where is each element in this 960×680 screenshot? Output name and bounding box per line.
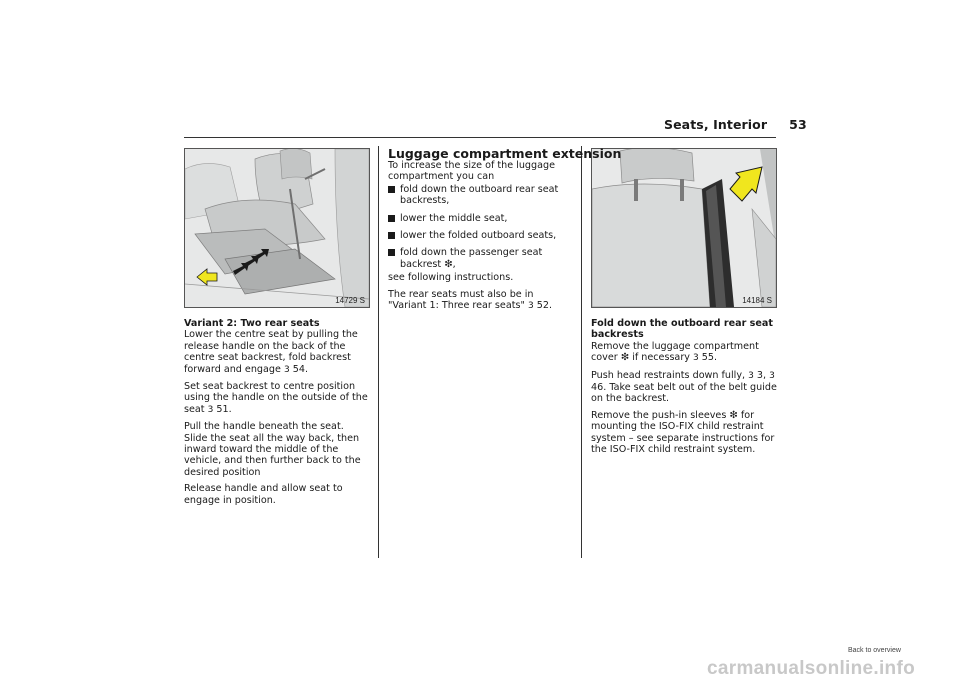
paragraph [591, 370, 777, 405]
right-column-text [591, 318, 777, 460]
page-reference-icon: 3 [693, 353, 699, 364]
option-star-icon: ❇ [620, 352, 630, 364]
back-to-overview-link[interactable]: Back to overview [848, 647, 901, 654]
intro-text: To increase the size of the luggage compartment you can [388, 160, 555, 183]
page-reference-icon: 3 [527, 301, 534, 312]
paragraph-text: Lower the centre seat by pulling the release handle on the back of the centre seat backrest, fold backrest forward and engage [184, 329, 358, 375]
page-reference[interactable]: 55. [701, 352, 718, 364]
section-heading: Variant 2: Two rear seats [184, 318, 320, 329]
page-reference[interactable]: 52. [536, 300, 552, 312]
figure-code: 14729 S [335, 296, 365, 305]
section-title: Luggage compartment extension [388, 146, 622, 161]
list-item [388, 247, 574, 270]
paragraph: Release handle and allow seat to engage in position. [184, 483, 343, 506]
page-reference-icon: 3 [207, 404, 214, 415]
paragraph-text: Set seat backrest to centre position using the handle on the outside of the seat [184, 381, 368, 415]
header-title: Seats, Interior [664, 117, 768, 132]
middle-column-text [388, 160, 574, 317]
paragraph-text: Take seat belt out of the belt guide on the backrest. [591, 382, 777, 405]
watermark-text: carmanualsonline.info [707, 658, 915, 679]
page-reference-icon: 3 [283, 364, 290, 375]
page-reference[interactable]: 3, [756, 369, 767, 381]
column-divider-left [378, 146, 379, 558]
page-reference-icon: 3 [748, 370, 754, 381]
backrest-drawing [592, 149, 776, 307]
figure-code: 14184 S [742, 296, 772, 305]
list-item-text: fold down the passenger seat backrest [400, 247, 543, 270]
paragraph-text: Push head restraints down fully, [591, 369, 746, 381]
paragraph-text: for mounting the ISO-FIX child restraint system – see separate instructions for the ISO-FIX child restraint system. [591, 409, 775, 456]
paragraph-text: Remove the push-in sleeves [591, 409, 727, 421]
paragraph: see following instructions. [388, 272, 514, 284]
option-star-icon: ❇ [444, 258, 453, 270]
option-star-icon: ❇ [729, 409, 738, 421]
paragraph: Pull the handle beneath the seat. Slide the seat all the way back, then inward toward the middle of the vehicle, and then further back to the desired position [184, 421, 361, 478]
left-column-text [184, 318, 370, 511]
rear-seat-drawing [185, 149, 369, 307]
paragraph-text: Remove the luggage compartment cover [591, 340, 759, 364]
list-item: lower the folded outboard seats, [388, 230, 574, 241]
page-header [664, 117, 807, 132]
paragraph-text: if necessary [632, 352, 690, 364]
paragraph [591, 318, 777, 365]
site-watermark [0, 658, 960, 680]
paragraph [184, 318, 370, 376]
page-reference[interactable]: 46. [591, 382, 607, 394]
list-item: lower the middle seat, [388, 213, 574, 224]
paragraph [184, 381, 370, 416]
list-item-suffix: , [452, 258, 456, 270]
paragraph [591, 410, 777, 456]
bullet-list [388, 184, 574, 270]
page-reference[interactable]: 51. [216, 403, 232, 415]
paragraph [388, 289, 574, 313]
page-number: 53 [789, 117, 807, 132]
list-item: fold down the outboard rear seat backrests, [388, 184, 574, 207]
paragraph-text: The rear seats must also be in "Variant 1: Three rear seats" [388, 288, 534, 312]
header-divider [184, 137, 776, 138]
rear-seat-illustration [184, 148, 370, 308]
section-heading: Fold down the outboard rear seat backrests [591, 318, 773, 341]
page-reference-icon: 3 [769, 370, 775, 381]
column-divider-right [581, 146, 582, 558]
page-reference[interactable]: 54. [292, 363, 308, 375]
outboard-backrest-illustration [591, 148, 777, 308]
